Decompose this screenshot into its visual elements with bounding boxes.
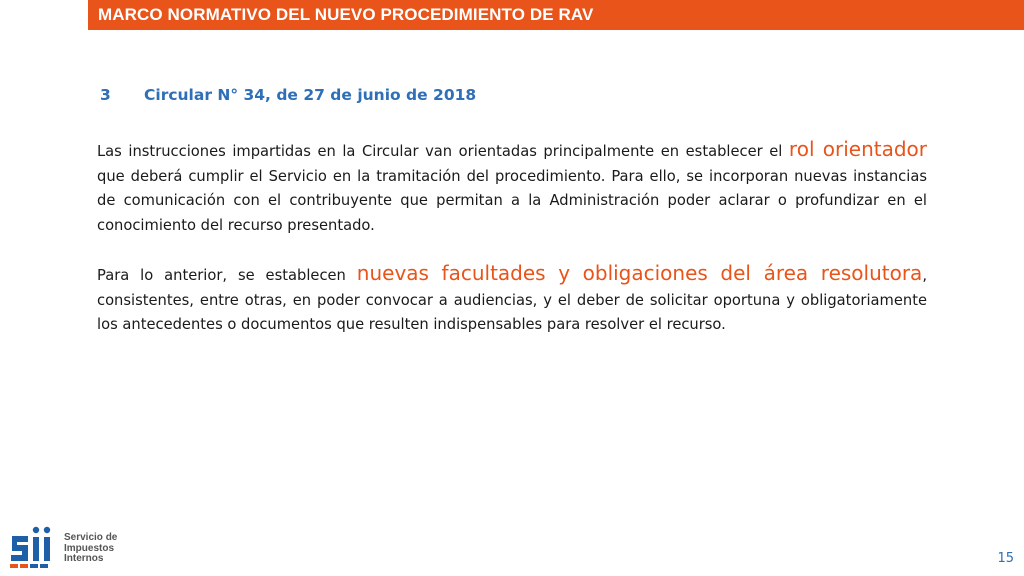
slide-title: MARCO NORMATIVO DEL NUEVO PROCEDIMIENTO DE RAV — [98, 5, 594, 24]
logo-line-1: Servicio de — [64, 532, 118, 543]
logo-wordmark — [64, 533, 117, 565]
page-number: 15 — [997, 551, 1014, 566]
header-bar — [88, 0, 1024, 30]
paragraph-2-text-b: , consistentes, entre otras, en poder convocar a audiencias, y el deber de solicitar oportuna y obligatoriamente los antecedentes o documentos que resulten indispensables para resolver el recurso. — [97, 267, 927, 334]
section-heading — [100, 86, 476, 104]
logo-mark-text: Sii — [10, 524, 12, 525]
paragraph-2-text-a: Para lo anterior, se establecen — [97, 267, 357, 284]
paragraph-1-text-a: Las instrucciones impartidas en la Circular van orientadas principalmente en establecer el — [97, 143, 789, 160]
logo-line-3: Internos — [64, 553, 104, 564]
section-number: 3 — [100, 86, 111, 104]
logo-line-2: Impuestos — [64, 542, 115, 554]
paragraph-2 — [97, 261, 927, 338]
paragraph-2-emphasis: nuevas facultades y obligaciones del área resolutora — [356, 261, 923, 285]
section-title: Circular N° 34, de 27 de junio de 2018 — [144, 86, 477, 104]
paragraph-1-text-b: que deberá cumplir el Servicio en la tramitación del procedimiento. Para ello, se incorporan nuevas instancias de comunicación con el contribuyente que permitan a la Administración poder aclarar o profundizar en el conocimiento del recurso presentado. — [97, 167, 927, 235]
paragraph-1-emphasis: rol orientador — [788, 137, 927, 161]
paragraph-1 — [97, 137, 927, 239]
